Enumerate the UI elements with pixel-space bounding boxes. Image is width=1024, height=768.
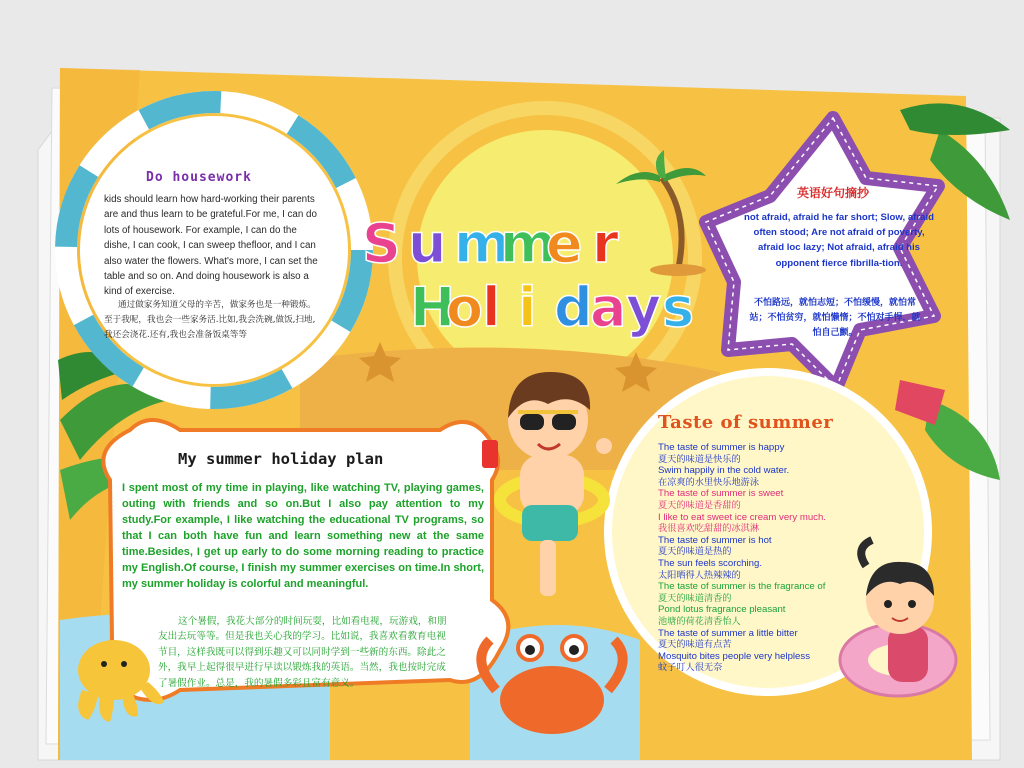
taste-line: The taste of summer a little bitter <box>658 627 798 639</box>
taste-line: The taste of summer is happy <box>658 442 785 453</box>
plan-text-en: I spent most of my time in playing, like watching TV, playing games, outing with friends and so on.But I also pay attention to my study.For example, I like watching the educational TV programs, so that I can both have fun and learn something new at the same time.Besides, I get up early to do some morning reading to practice my English.Of course, I finish my summer exercises on time.In short, my summer holiday is colorful and meaningful. <box>122 482 484 590</box>
taste-line: 我很喜欢吃甜甜的冰淇淋 <box>658 523 760 535</box>
housework-text-en: kids should learn how hard-working their parents are and thus learn to be grateful.For me, I can do lots of housework. For example, I can do the dishe, I can cook, I can sweep thefloor, and I can also water the flowers. What's more, I can set the table and so on. And doing housework is also a kind of exercise. <box>104 194 318 298</box>
taste-line: Mosquito bites people very helpless <box>658 650 810 662</box>
title-letter: i <box>518 276 537 339</box>
taste-line: 池塘的荷花清香怡人 <box>658 615 741 627</box>
title-letter: o <box>446 276 484 339</box>
title-letter: y <box>626 276 662 339</box>
taste-line: The taste of summer is sweet <box>658 488 784 500</box>
taste-line: 太阳晒得人热辣辣的 <box>658 569 741 581</box>
taste-line: 夏天的味道是热的 <box>658 546 732 558</box>
taste-line: The taste of summer is hot <box>658 534 772 546</box>
taste-line: Pond lotus fragrance pleasant <box>658 604 786 616</box>
title-letter: s <box>662 276 695 339</box>
taste-line: The sun feels scorching. <box>658 557 762 569</box>
quote-text-cn: 不怕路远，就怕志短；不怕缓慢，就怕常站；不怕贫穷，就怕懒惰；不怕对手悍，就怕自己颤。 <box>749 298 921 339</box>
title-letter: m <box>454 212 511 275</box>
taste-lines <box>658 442 878 674</box>
taste-line: 夏天的味道清香的 <box>658 592 732 604</box>
title-letter: m <box>500 212 557 275</box>
quote-text-en: not afraid, afraid he far short; Slow, afraid often stood; Are not afraid of poverty, afraid loc lazy; Not afraid, afraid his opponent fierce fibrilla-tion. <box>744 212 934 269</box>
taste-line: Swim happily in the cold water. <box>658 465 790 477</box>
taste-line: 在凉爽的水里快乐地游泳 <box>658 476 760 488</box>
plan-title: My summer holiday plan <box>178 450 384 468</box>
title-letter: l <box>482 276 501 339</box>
title-letter: d <box>554 276 593 339</box>
title-letter: a <box>590 276 627 339</box>
quote-title: 英语好句摘抄 <box>796 186 869 200</box>
title-letter: H <box>410 276 456 339</box>
taste-line: 夏天的味道是香甜的 <box>658 499 741 511</box>
taste-line: The taste of summer is the fragrance of <box>658 581 826 593</box>
taste-line: 夏天的味道有点苦 <box>658 639 732 651</box>
title-letter: r <box>592 212 619 275</box>
taste-line: I like to eat sweet ice cream very much. <box>658 511 826 523</box>
plan-text-cn: 这个暑假，我花大部分的时间玩耍，比如看电视，玩游戏，和朋友出去玩等等。但是我也关心我的学习。比如说，我喜欢看教育电视节目，这样我既可以得到乐趣又可以同时学到一些新的东西。除此之外，我早上起得很早进行早读以锻炼我的英语。当然，我也按时完成了暑假作业。总是，我的暑假多彩且富有意义。 <box>158 616 447 689</box>
taste-title: Taste of summer <box>658 412 834 433</box>
title-letter: e <box>546 212 583 275</box>
housework-title: Do housework <box>146 170 252 185</box>
housework-text-cn: 通过做家务知道父母的辛苦，做家务也是一种锻炼。至于我呢，我也会一些家务活.比如,我会洗碗,做饭,扫地,我还会浇花.还有,我也会准备饭桌等等 <box>104 300 316 340</box>
title-letter: u <box>408 212 447 275</box>
taste-line: 蚊子叮人很无奈 <box>658 662 723 674</box>
taste-line: 夏天的味道是快乐的 <box>658 453 741 465</box>
title-letter: S <box>362 212 401 275</box>
